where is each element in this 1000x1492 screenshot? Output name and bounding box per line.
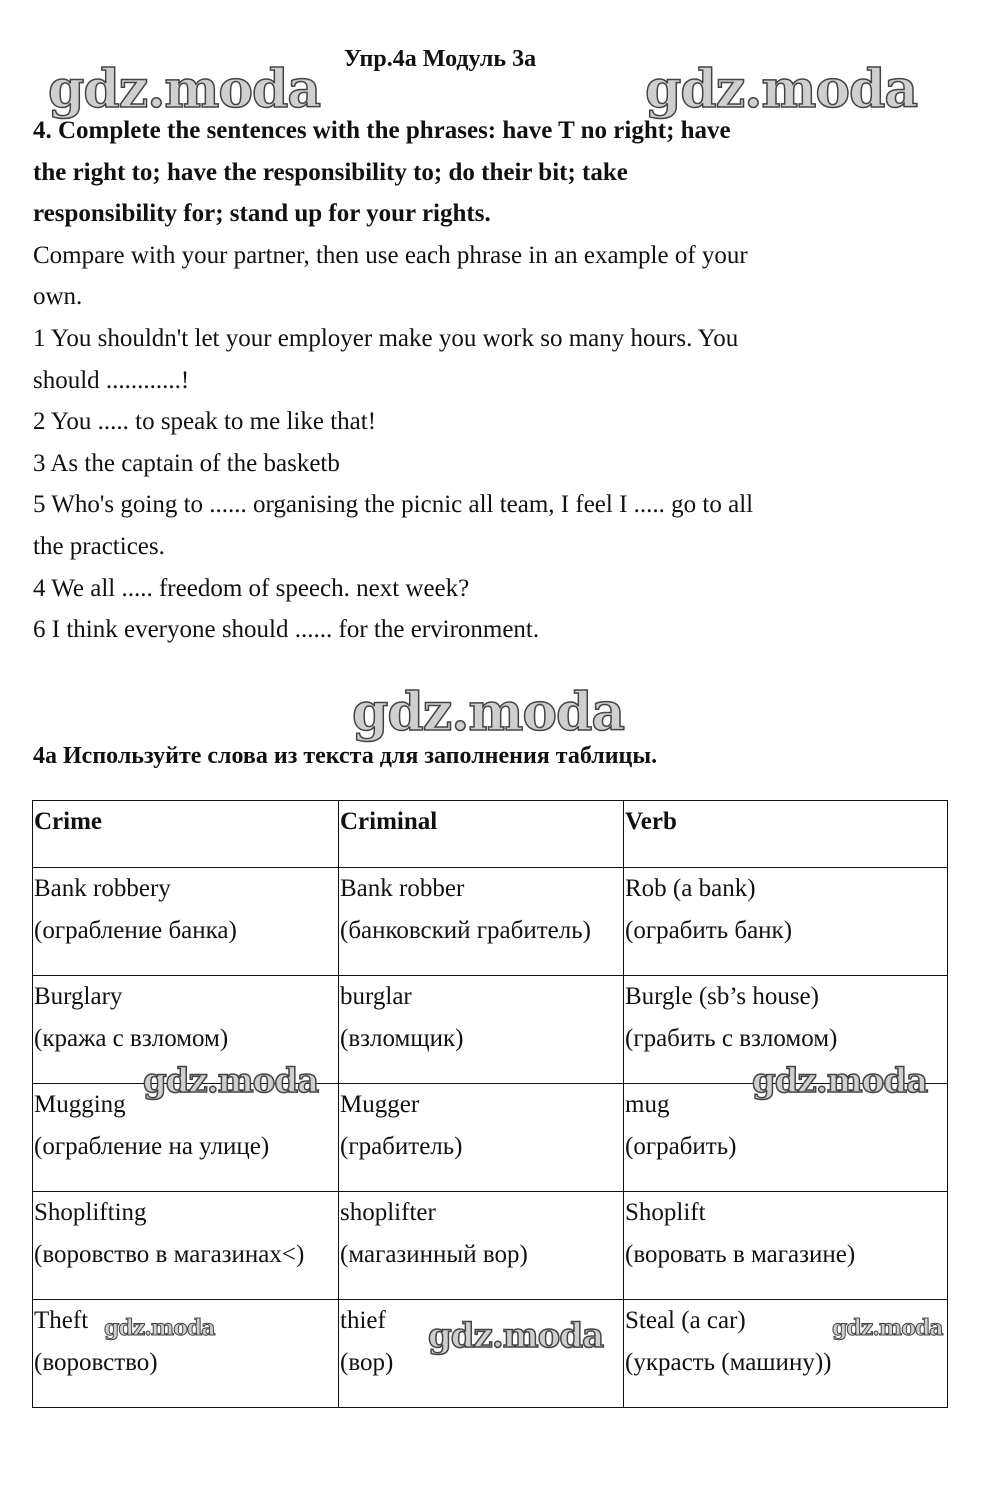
cell-term: mug <box>625 1091 670 1118</box>
instruction-line: the right to; have the responsibility to; do their bit; take <box>33 158 628 186</box>
watermark-logo: gdz.moda <box>832 1315 943 1341</box>
watermark-logo: gdz.moda <box>143 1061 319 1101</box>
table-row <box>33 1192 948 1300</box>
cell-translation: (вор) <box>340 1348 394 1376</box>
exercise-line: 6 I think everyone should ...... for the ervironment. <box>33 616 540 644</box>
watermark-logo: gdz.moda <box>352 682 625 743</box>
cell-translation: (взломщик) <box>340 1024 464 1052</box>
table-cell <box>33 976 339 1084</box>
table-cell <box>33 1192 339 1300</box>
exercise-line: 2 You ..... to speak to me like that! <box>33 408 377 436</box>
cell-translation: (ограбить банк) <box>625 916 793 944</box>
cell-translation: (кража с взломом) <box>34 1024 229 1052</box>
table-cell <box>339 1300 624 1408</box>
table-cell <box>339 1084 624 1192</box>
instruction-line: 4. Complete the sentences with the phrases: have T no right; have <box>33 117 731 144</box>
cell-term: Shoplifting <box>34 1199 147 1226</box>
table-cell <box>33 1084 339 1192</box>
watermark-logo: gdz.moda <box>645 59 918 120</box>
cell-term: Mugging <box>34 1091 126 1118</box>
cell-term: Theft <box>34 1307 89 1334</box>
exercise-4 <box>33 110 863 651</box>
table-cell <box>624 868 948 976</box>
exercise-line: Compare with your partner, then use each phrase in an example of your <box>33 241 748 269</box>
exercise-line: 1 You shouldn't let your employer make you work so many hours. You <box>33 324 739 352</box>
table-cell <box>624 976 948 1084</box>
exercise-line: the practices. <box>33 532 165 560</box>
watermark-logo: gdz.moda <box>104 1315 215 1341</box>
cell-translation: (украсть (машину)) <box>625 1348 832 1376</box>
watermark-logo: gdz.moda <box>752 1061 928 1101</box>
cell-term: thief <box>340 1307 386 1334</box>
table-row <box>33 1084 948 1192</box>
watermark-logo: gdz.moda <box>48 59 321 120</box>
table-cell <box>33 868 339 976</box>
exercise-line: 4 We all ..... freedom of speech. next week? <box>33 574 470 602</box>
cell-translation: (ограбить) <box>625 1132 737 1160</box>
cell-term: shoplifter <box>340 1199 436 1226</box>
cell-translation: (грабить с взломом) <box>625 1024 838 1052</box>
header-criminal: Criminal <box>339 801 624 868</box>
table-cell <box>33 1300 339 1408</box>
table-row <box>33 868 948 976</box>
cell-translation: (ограбление банка) <box>34 916 237 944</box>
cell-translation: (ограбление на улице) <box>34 1132 270 1160</box>
cell-term: Bank robbery <box>34 875 171 902</box>
exercise-line: 5 Who's going to ...... organising the picnic all team, I feel I ..... go to all <box>33 491 754 519</box>
exercise-line: own. <box>33 283 83 311</box>
table-cell <box>339 1192 624 1300</box>
table-row <box>33 1300 948 1408</box>
table-row <box>33 976 948 1084</box>
instruction-line: responsibility for; stand up for your rights. <box>33 200 491 228</box>
cell-translation: (банковский грабитель) <box>340 916 591 944</box>
exercise-line: 3 As the captain of the basketb <box>33 449 340 477</box>
cell-term: Burglary <box>34 983 123 1010</box>
cell-translation: (магазинный вор) <box>340 1240 528 1268</box>
header-verb: Verb <box>624 801 948 868</box>
cell-translation: (воровство в магазинах<) <box>34 1240 305 1268</box>
table-cell <box>624 1084 948 1192</box>
crime-table <box>32 800 948 1408</box>
cell-translation: (грабитель) <box>340 1132 463 1160</box>
exercise-line: should ............! <box>33 366 190 394</box>
table-cell <box>624 1300 948 1408</box>
page-title: Упр.4а Модуль 3а <box>343 46 537 72</box>
table-header-row <box>33 801 948 868</box>
cell-term: Steal (a car) <box>625 1307 746 1334</box>
table-cell <box>624 1192 948 1300</box>
cell-translation: (воровство) <box>34 1348 158 1376</box>
cell-translation: (воровать в магазине) <box>625 1240 856 1268</box>
watermark-logo: gdz.moda <box>428 1316 604 1356</box>
header-crime: Crime <box>33 801 339 868</box>
cell-term: Mugger <box>340 1091 420 1118</box>
table-cell <box>339 976 624 1084</box>
cell-term: Bank robber <box>340 875 465 902</box>
section-4a-heading: 4а Используйте слова из текста для заполнения таблицы. <box>33 743 658 769</box>
cell-term: Burgle (sb’s house) <box>625 983 819 1010</box>
cell-term: Rob (a bank) <box>625 875 756 902</box>
table-cell <box>339 868 624 976</box>
cell-term: Shoplift <box>625 1199 706 1226</box>
cell-term: burglar <box>340 983 412 1010</box>
